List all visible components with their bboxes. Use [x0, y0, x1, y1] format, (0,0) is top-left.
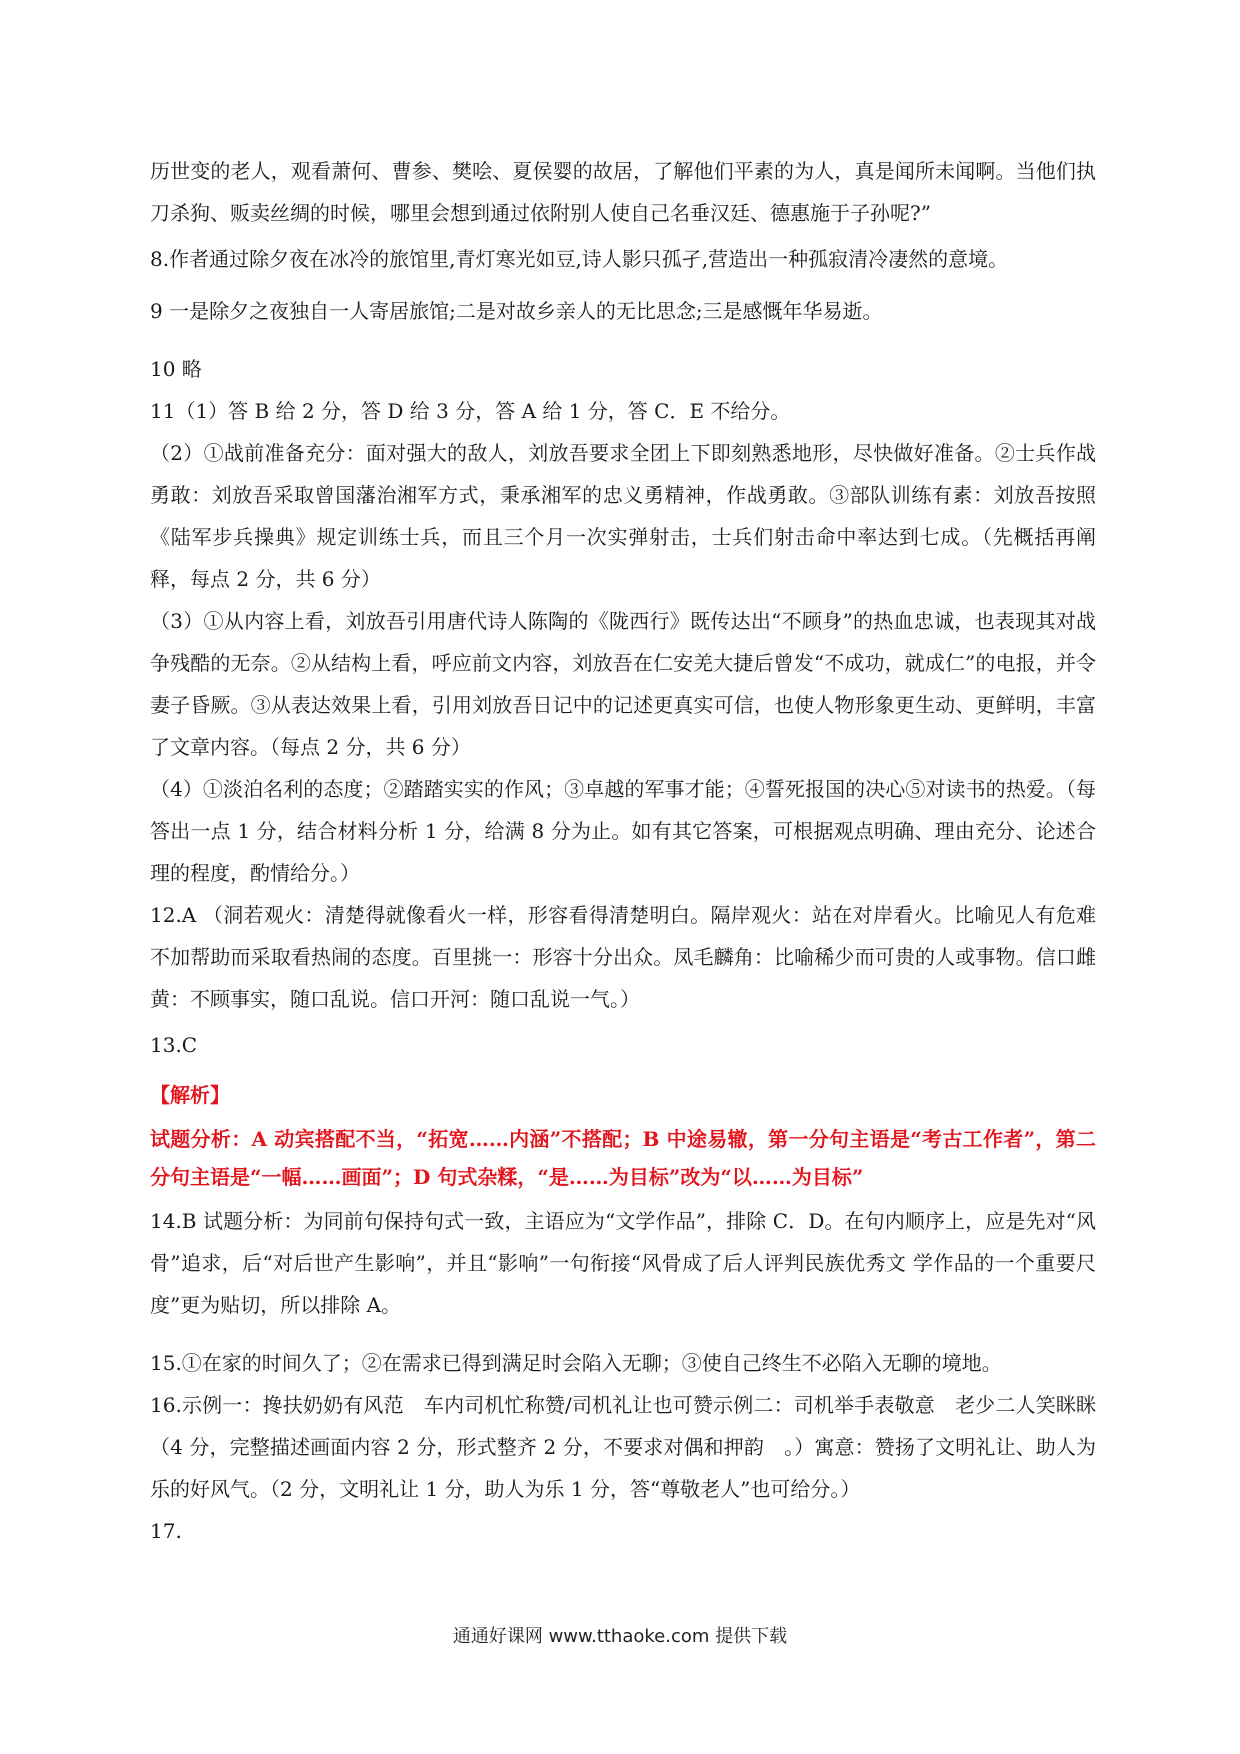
answer-15: 15.①在家的时间久了；②在需求已得到满足时会陷入无聊；③使自己终生不必陷入无聊的境地。	[150, 1351, 1002, 1375]
analysis-heading: 【解析】	[150, 1083, 230, 1107]
analysis-text: 试题分析：A 动宾搭配不当，“拓宽……内涵”不搭配；B 中途易辙，第一分句主语是“考古工作者”，第二分句主语是“一幅……画面”；D 句式杂糅，“是……为目标”改为“以……为目标”	[150, 1127, 1096, 1189]
answer-11-2: （2）①战前准备充分：面对强大的敌人，刘放吾要求全团上下即刻熟悉地形，尽快做好准备。②士兵作战勇敢：刘放吾采取曾国藩治湘军方式，秉承湘军的忠义勇精神，作战勇敢。③部队训练有素：刘放吾按照《陆军步兵操典》规定训练士兵，而且三个月一次实弹射击，士兵们射击命中率达到七成。（先概括再阐释，每点 2 分，共 6 分）	[150, 441, 1096, 591]
answer-12: 12.A （洞若观火：清楚得就像看火一样，形容看得清楚明白。隔岸观火：站在对岸看火。比喻见人有危难不加帮助而采取看热闹的态度。百里挑一：形容十分出众。凤毛麟角：比喻稀少而可贵的人或事物。信口雌黄：不顾事实，随口乱说。信口开河：随口乱说一气。）	[150, 903, 1096, 1011]
answer-8: 8.作者通过除夕夜在冰冷的旅馆里,青灯寒光如豆,诗人影只孤孑,营造出一种孤寂清冷凄然的意境。	[150, 247, 1009, 271]
answer-16: 16.示例一：搀扶奶奶有风范 车内司机忙称赞/司机礼让也可赞示例二：司机举手表敬意 老少二人笑眯眯（4 分，完整描述画面内容 2 分，形式整齐 2 分，不要求对偶和押韵 。）寓意：赞扬了文明礼让、助人为乐的好风气。（2 分，文明礼让 1 分，助人为乐 1 分，答“尊敬老人”也可给分。）	[150, 1393, 1096, 1501]
answer-17: 17.	[150, 1519, 182, 1543]
answer-10: 10 略	[150, 357, 202, 381]
document-body	[150, 150, 1096, 1552]
paragraph-intro: 历世变的老人，观看萧何、曹参、樊哙、夏侯婴的故居，了解他们平素的为人，真是闻所未闻啊。当他们执刀杀狗、贩卖丝绸的时候，哪里会想到通过依附别人使自己名垂汉廷、德惠施于子孙呢?”	[150, 159, 1096, 225]
answer-11-3: （3）①从内容上看，刘放吾引用唐代诗人陈陶的《陇西行》既传达出“不顾身”的热血忠诚，也表现其对战争残酷的无奈。②从结构上看，呼应前文内容，刘放吾在仁安羌大捷后曾发“不成功，就成仁”的电报，并令妻子昏厥。③从表达效果上看，引用刘放吾日记中的记述更真实可信，也使人物形象更生动、更鲜明，丰富了文章内容。（每点 2 分，共 6 分）	[150, 609, 1096, 759]
answer-14: 14.B 试题分析：为同前句保持句式一致，主语应为“文学作品”，排除 C．D。在句内顺序上，应是先对“风骨”追求，后“对后世产生影响”，并且“影响”一句衔接“风骨成了后人评判民族优秀文 学作品的一个重要尺度”更为贴切，所以排除 A。	[150, 1209, 1096, 1317]
answer-9: 9 一是除夕之夜独自一人寄居旅馆;二是对故乡亲人的无比思念;三是感慨年华易逝。	[150, 299, 883, 323]
answer-11-1: 11（1）答 B 给 2 分，答 D 给 3 分，答 A 给 1 分，答 C．E 不给分。	[150, 399, 791, 423]
page-footer: 通通好课网 www.tthaoke.com 提供下载	[452, 1626, 788, 1647]
answer-13: 13.C	[150, 1033, 198, 1057]
answer-11-4: （4）①淡泊名利的态度；②踏踏实实的作风；③卓越的军事才能；④誓死报国的决心⑤对读书的热爱。（每答出一点 1 分，结合材料分析 1 分，给满 8 分为止。如有其它答案，可根据观点明确、理由充分、论述合理的程度，酌情给分。）	[150, 777, 1096, 885]
